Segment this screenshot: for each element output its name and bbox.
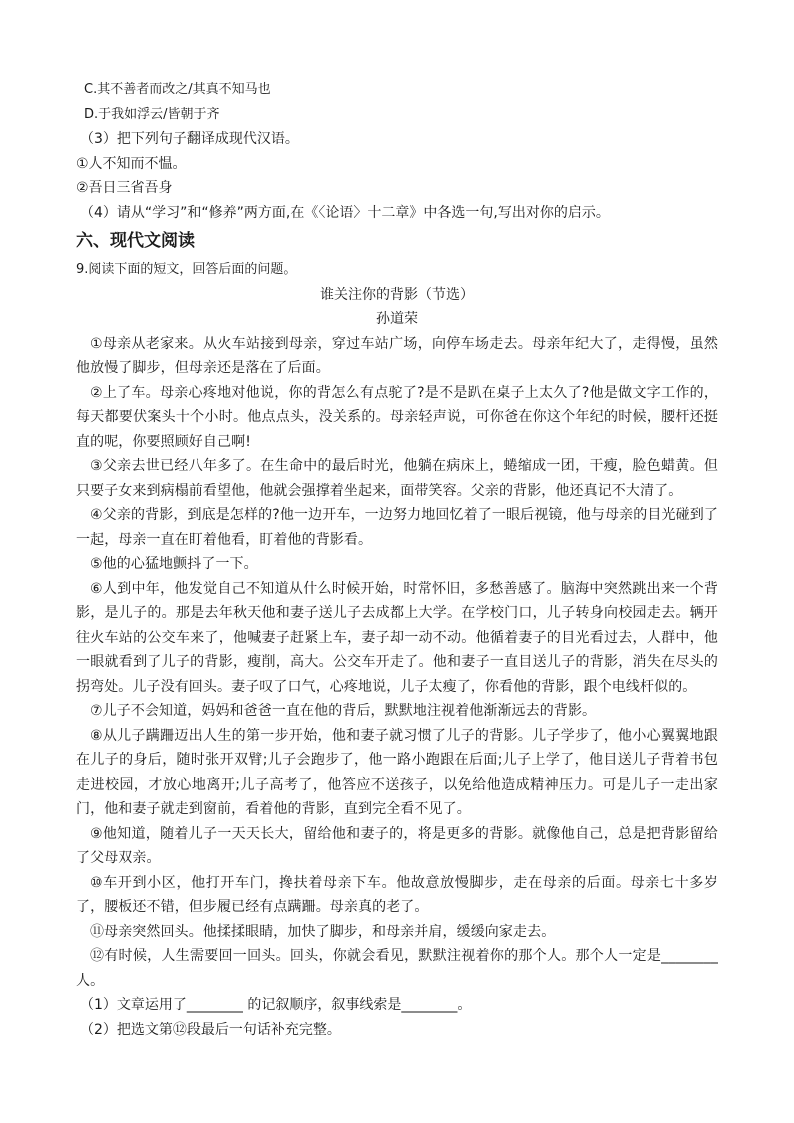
option-d: D.于我如浮云/皆朝于齐	[84, 106, 220, 122]
paragraph-11: ⑪母亲突然回头。他揉揉眼睛，加快了脚步，和母亲并肩，缓缓向家走去。	[90, 923, 556, 940]
paragraph-3: ③父亲去世已经八年多了。在生命中的最后时光，他躺在病床上，蜷缩成一团，干瘦，脸色蜡黄。但只要子女来到病榻前看望他，他就会强撑着坐起来，面带笑容。父亲的背影，他还真记不大清了。	[76, 458, 718, 499]
option-c: C.其不善者而改之/其真不知马也	[84, 82, 271, 97]
sub-question-3: （3）把下列句子翻译成现代汉语。	[80, 131, 299, 147]
paragraph-5: ⑤他的心猛地颤抖了一下。	[90, 556, 258, 572]
sub-question-1: （1）文章运用了________ 的记叙顺序，叙事线索是________。	[80, 997, 472, 1013]
paragraph-2: ②上了车。母亲心疼地对他说，你的背怎么有点驼了?是不是趴在桌子上太久了?他是做文字工作的，每天都要伏案头十个小时。他点点头，没关系的。母亲轻声说，可你爸在你这个年纪的时候，腰杆还挺直的呢，你要照顾好自己啊!	[76, 384, 718, 450]
translate-item-1: ①人不知而不愠。	[76, 155, 187, 172]
document-page	[76, 78, 718, 1042]
paragraph-10: ⑩车开到小区，他打开车门，搀扶着母亲下车。他故意放慢脚步，走在母亲的后面。母亲七十多岁了，腰板还不错，但步履已经有点蹒跚。母亲真的老了。	[76, 874, 718, 915]
question-9-prompt: 9.阅读下面的短文，回答后面的问题。	[76, 262, 297, 277]
section-title: 六、现代文阅读	[76, 231, 195, 251]
paragraph-4: ④父亲的背影，到底是怎样的?他一边开车，一边努力地回忆着了一眼后视镜，他与母亲的目光碰到了一起，母亲一直在盯着他看，盯着他的背影看。	[76, 507, 718, 548]
article-author: 孙道荣	[376, 311, 418, 327]
paragraph-7: ⑦儿子不会知道，妈妈和爸爸一直在他的背后，默默地注视着他渐渐远去的背影。	[90, 703, 597, 719]
paragraph-9: ⑨他知道，随着儿子一天天长大，留给他和妻子的，将是更多的背影。就像他自己，总是把背影留给了父母双亲。	[76, 825, 718, 866]
article-title: 谁关注你的背影（节选）	[320, 286, 474, 303]
paragraph-1: ①母亲从老家来。从火车站接到母亲，穿过车站广场，向停车场走去。母亲年纪大了，走得慢，虽然他放慢了脚步，但母亲还是落在了后面。	[76, 335, 718, 376]
translate-item-2: ②吾日三省吾身	[76, 180, 173, 196]
paragraph-8: ⑧从儿子蹒跚迈出人生的第一步开始，他和妻子就习惯了儿子的背影。儿子学步了，他小心翼翼地跟在儿子的身后，随时张开双臂;儿子会跑步了，他一路小跑跟在后面;儿子上学了，他目送儿子背着书包走进校园，才放心地离开;儿子高考了，他答应不送孩子，以免给他造成精神压力。可是儿子一走出家门，他和妻子就走到窗前，看着他的背影，直到完全看不见了。	[76, 727, 718, 817]
paragraph-12: ⑫有时候，人生需要回一回头。回头，你就会看见，默默注视着你的那个人。那个人一定是________人。	[76, 948, 718, 989]
sub-question-4: （4）请从“学习”和“修养”两方面,在《〈论语〉十二章》中各选一句,写出对你的启示。	[80, 204, 610, 221]
paragraph-6: ⑥人到中年，他发觉自己不知道从什么时候开始，时常怀旧，多愁善感了。脑海中突然跳出来一个背影，是儿子的。那是去年秋天他和妻子送儿子去成都上大学。在学校门口，儿子转身向校园走去。辆开往火车站的公交车来了，他喊妻子赶紧上车，妻子却一动不动。他循着妻子的目光看过去，人群中，他一眼就看到了儿子的背影，瘦削，高大。公交车开走了。他和妻子一直目送儿子的背影，消失在尽头的拐弯处。儿子没有回头。妻子叹了口气，心疼地说，儿子太瘦了，你看他的背影，跟个电线杆似的。	[76, 580, 718, 695]
sub-question-2: （2）把选文第⑫段最后一句话补充完整。	[80, 1021, 341, 1038]
